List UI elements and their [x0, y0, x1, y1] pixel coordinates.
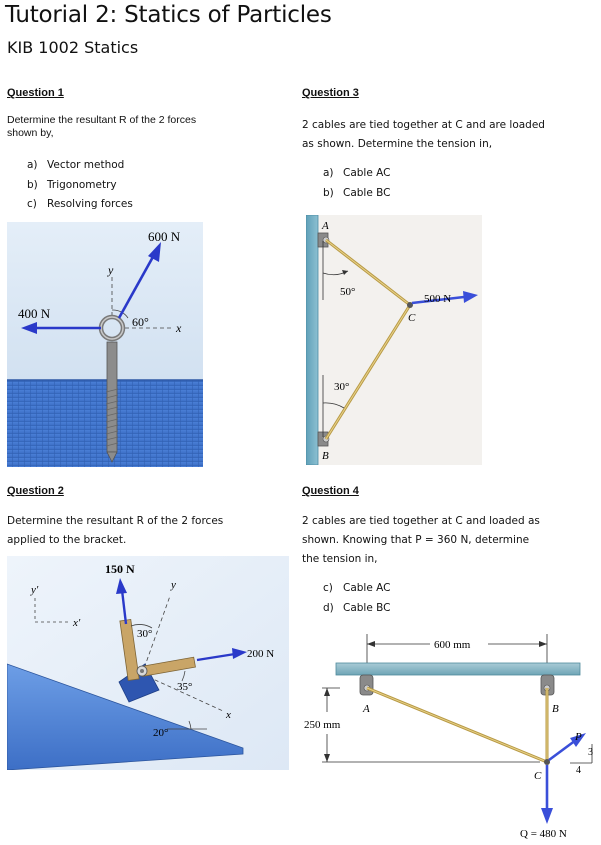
- list-item: c) Resolving forces: [27, 198, 133, 210]
- question-3-figure: [306, 215, 482, 465]
- question-4-text-line1: 2 cables are tied together at C and loaded as: [302, 515, 540, 527]
- force-600-label: 600 N: [148, 229, 181, 244]
- list-item: c) Cable AC: [323, 582, 391, 594]
- page-title: Tutorial 2: Statics of Particles: [5, 2, 332, 28]
- point-b-label: B: [552, 703, 559, 715]
- force-q-label: Q = 480 N: [520, 828, 567, 840]
- question-2-text: Determine the resultant R of the 2 forces applied to the bracket.: [7, 515, 224, 546]
- list-item: a) Vector method: [27, 159, 125, 171]
- point-a-label: A: [363, 703, 370, 715]
- angle-35-label: 35°: [177, 681, 193, 693]
- wall: [306, 215, 318, 465]
- page-subtitle: KIB 1002 Statics: [7, 38, 139, 57]
- point-c-label: C: [534, 770, 542, 782]
- list-item: d) Cable BC: [323, 601, 391, 614]
- question-3-heading: Question 3: [302, 87, 359, 99]
- x-axis-label: x: [176, 321, 182, 335]
- width-dimension-label: 600 mm: [434, 639, 471, 651]
- list-item: a) Cable AC: [323, 167, 391, 179]
- question-4-figure: [300, 630, 598, 842]
- question-1-figure: [7, 222, 203, 467]
- question-3-text-line1: 2 cables are tied together at C and are loaded: [302, 119, 545, 131]
- slope-run-label: 4: [576, 765, 581, 776]
- angle-30-label: 30°: [334, 381, 350, 393]
- force-400-label: 400 N: [18, 306, 51, 321]
- question-4-text-line3: the tension in,: [302, 553, 378, 565]
- question-2-heading: Question 2: [7, 485, 64, 497]
- question-1-text-line1: Determine the resultant R of the 2 forces: [7, 114, 197, 126]
- x-prime-label: x′: [73, 617, 81, 629]
- force-p-arrow: [549, 740, 576, 760]
- water-surface: [7, 380, 203, 467]
- height-dimension-label: 250 mm: [304, 719, 341, 731]
- angle-30-label: 30°: [137, 628, 153, 640]
- ceiling-beam: [336, 663, 580, 675]
- list-item: b) Cable BC: [323, 186, 391, 199]
- question-4-text: [302, 512, 582, 569]
- x-axis-label: x: [226, 709, 231, 721]
- angle-20-label: 20°: [153, 727, 169, 739]
- angle-label: 60°: [132, 315, 149, 329]
- force-150-label: 150 N: [105, 562, 135, 576]
- y-axis-label: y: [108, 263, 114, 277]
- sky-background: [7, 222, 203, 380]
- point-b-label: B: [322, 450, 329, 462]
- y-axis-label: y: [171, 579, 176, 591]
- question-4-heading: Question 4: [302, 485, 359, 497]
- force-p-label: P: [575, 731, 582, 743]
- point-c-label: C: [408, 312, 416, 324]
- question-1-text-line2: shown by,: [7, 127, 54, 139]
- question-3-list: [323, 164, 391, 203]
- question-4-text-line2: shown. Knowing that P = 360 N, determine: [302, 534, 530, 546]
- point-a-label: A: [322, 220, 329, 232]
- list-item: b) Trigonometry: [27, 178, 117, 191]
- angle-50-label: 50°: [340, 286, 356, 298]
- slope-rise-label: 3: [588, 747, 593, 758]
- question-1-text: [7, 114, 237, 140]
- question-4-list: [323, 579, 391, 618]
- question-2-figure: [7, 556, 289, 770]
- question-3-text-line2: as shown. Determine the tension in,: [302, 138, 493, 150]
- force-200-label: 200 N: [247, 648, 275, 660]
- question-1-list: [27, 156, 133, 215]
- question-3-text: [302, 116, 572, 154]
- question-1-heading: Question 1: [7, 87, 64, 99]
- force-500-label: 500 N: [424, 293, 452, 305]
- force-q-arrowhead: [541, 808, 553, 824]
- y-prime-label: y′: [31, 584, 39, 596]
